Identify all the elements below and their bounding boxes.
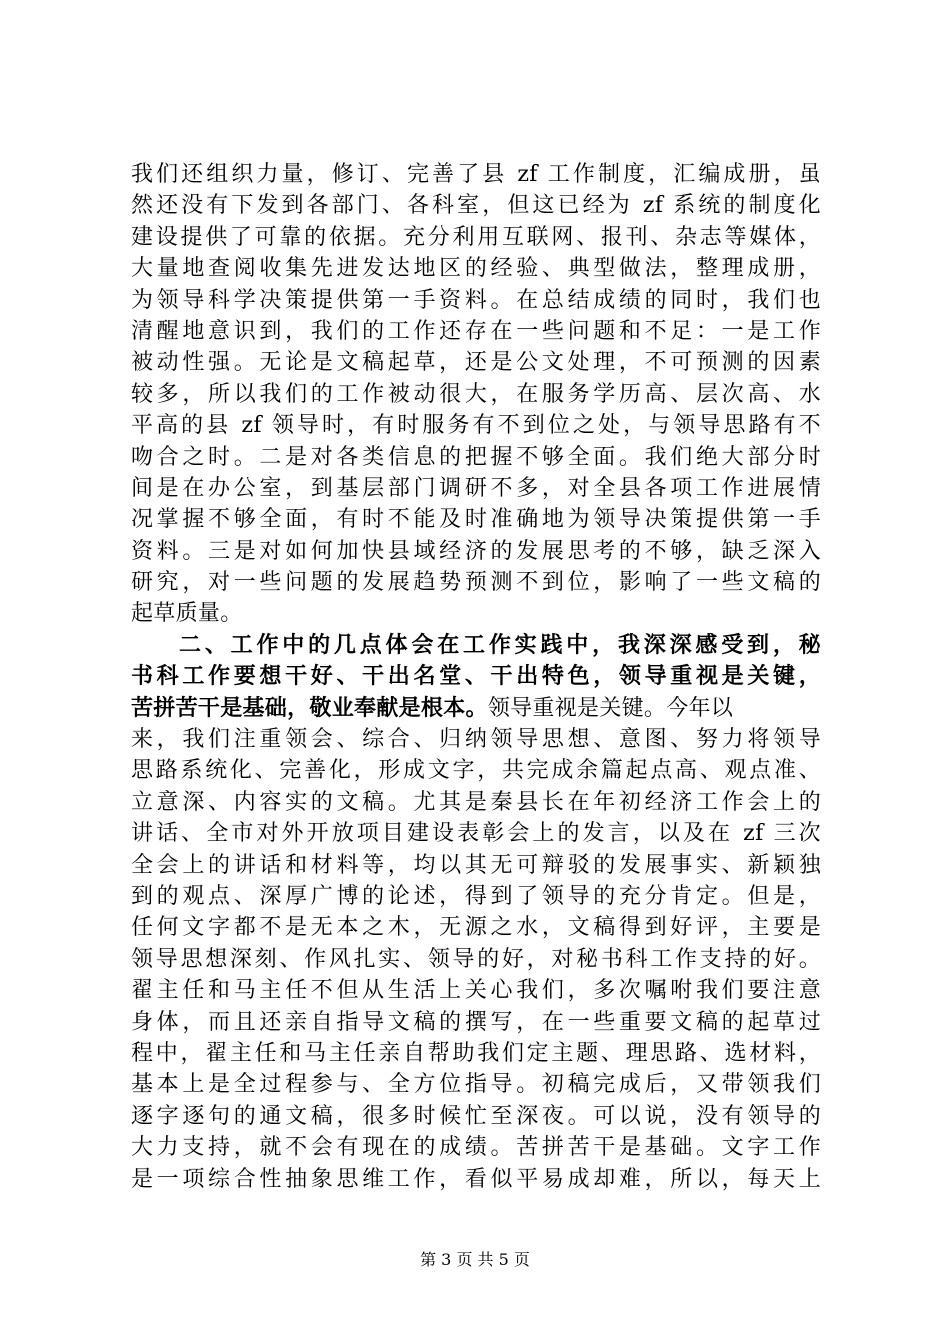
text-line: 然还没有下发到各部门、各科室，但这已经为 zf 系统的制度化	[131, 193, 821, 219]
text-line: 全会上的讲话和材料等，均以其无可辩驳的发展事实、新颖独	[131, 852, 821, 878]
text-line: 来，我们注重领会、综合、归纳领导思想、意图、努力将领导	[131, 727, 821, 753]
text-line: 身体，而且还亲自指导文稿的撰写，在一些重要文稿的起草过	[131, 1009, 821, 1035]
text-line: 平高的县 zf 领导时，有时服务有不到位之处，与领导思路有不	[131, 413, 821, 439]
section-heading-line: 二、工作中的几点体会在工作实践中，我深深感受到，秘	[179, 631, 821, 658]
text-line: 讲话、全市对外开放项目建设表彰会上的发言，以及在 zf 三次	[131, 821, 821, 847]
text-line: 立意深、内容实的文稿。尤其是秦县长在年初经济工作会上的	[131, 789, 821, 815]
text-line: 况掌握不够全面，有时不能及时准确地为领导决策提供第一手	[131, 507, 821, 533]
text-line: 任何文字都不是无本之木，无源之水，文稿得到好评，主要是	[131, 915, 821, 941]
text-line: 领导思想深刻、作风扎实、领导的好，对秘书科工作支持的好。	[131, 946, 821, 972]
text-line: 我们还组织力量，修订、完善了县 zf 工作制度，汇编成册，虽	[131, 162, 821, 187]
text-line: 建设提供了可靠的依据。充分利用互联网、报刊、杂志等媒体，	[131, 224, 821, 250]
text-line: 基本上是全过程参与、全方位指导。初稿完成后，又带领我们	[131, 1072, 821, 1098]
document-body	[131, 159, 821, 1195]
text-line: 研究，对一些问题的发展趋势预测不到位，影响了一些文稿的	[131, 570, 821, 596]
text-line: 资料。三是对如何加快县域经济的发展思考的不够，缺乏深入	[131, 538, 821, 564]
text-line: 间是在办公室，到基层部门调研不多，对全县各项工作进展情	[131, 475, 821, 501]
text-line: 为领导科学决策提供第一手资料。在总结成绩的同时，我们也	[131, 287, 821, 313]
page-number-label: 第 3 页 共 5 页	[420, 1250, 530, 1269]
text-line-rest: 领导重视是关键。今年以	[487, 695, 734, 721]
text-line: 程中，翟主任和马主任亲自帮助我们定主题、理思路、选材料，	[131, 1040, 821, 1066]
text-line: 大量地查阅收集先进发达地区的经验、典型做法，整理成册，	[131, 256, 821, 282]
text-line: 清醒地意识到，我们的工作还存在一些问题和不足：一是工作	[131, 318, 821, 344]
text-line: 是一项综合性抽象思维工作，看似平易成却难，所以，每天上	[131, 1166, 821, 1192]
section-heading-line: 书科工作要想干好、干出名堂、干出特色，领导重视是关键，	[131, 663, 821, 690]
text-line: 翟主任和马主任不但从生活上关心我们，多次嘱咐我们要注意	[131, 978, 821, 1004]
text-line: 被动性强。无论是文稿起草，还是公文处理，不可预测的因素	[131, 350, 821, 376]
page-footer	[0, 1250, 950, 1270]
text-line: 思路系统化、完善化，形成文字，共完成余篇起点高、观点准、	[131, 758, 821, 784]
text-line: 到的观点、深厚广博的论述，得到了领导的充分肯定。但是，	[131, 883, 821, 909]
text-line: 起草质量。	[131, 601, 243, 627]
text-line: 大力支持，就不会有现在的成绩。苦拼苦干是基础。文字工作	[131, 1135, 821, 1161]
text-line: 较多，所以我们的工作被动很大，在服务学历高、层次高、水	[131, 381, 821, 407]
section-heading-bold-part: 苦拼苦干是基础，敬业奉献是根本。	[131, 694, 488, 721]
text-line: 逐字逐句的通文稿，很多时候忙至深夜。可以说，没有领导的	[131, 1103, 821, 1129]
text-line: 吻合之时。二是对各类信息的把握不够全面。我们绝大部分时	[131, 444, 821, 470]
mixed-line	[131, 693, 821, 724]
